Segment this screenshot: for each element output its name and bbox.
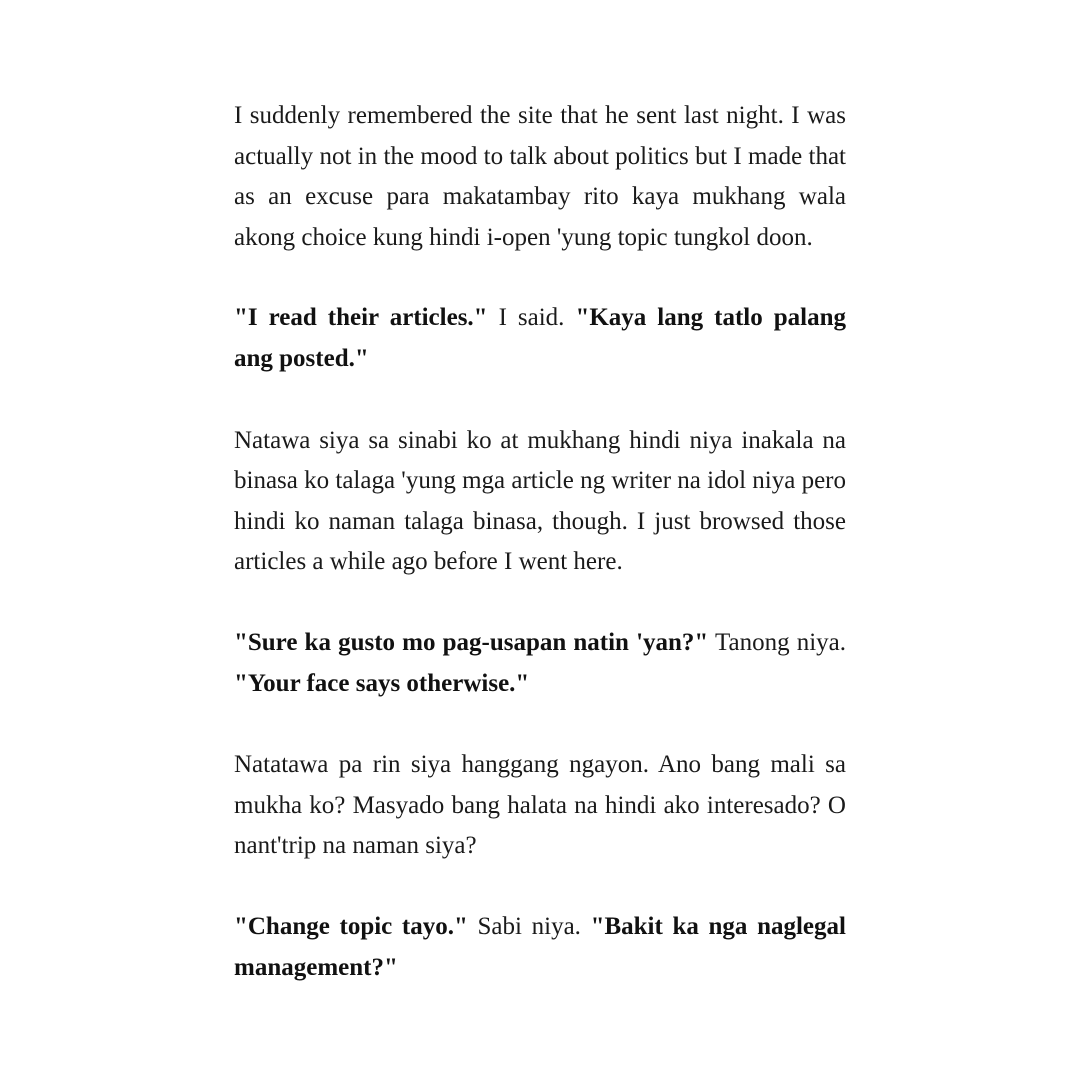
narration-paragraph (234, 421, 846, 583)
paragraph-text: Natatawa pa rin siya hanggang ngayon. Ano bang mali sa mukha ko? Masyado bang halata na hindi ako interesado? O nant'trip na naman siya? (234, 751, 846, 860)
dialogue-quote: "Sure ka gusto mo pag-usapan natin 'yan?" (234, 628, 709, 656)
narration-paragraph (234, 745, 846, 867)
dialogue-tag: Tanong niya. (708, 628, 846, 656)
dialogue-tag: Sabi niya. (467, 912, 591, 940)
dialogue-quote: "Change topic tayo." (234, 912, 468, 940)
dialogue-paragraph (234, 298, 846, 379)
dialogue-paragraph (234, 907, 846, 988)
paragraph-text: I suddenly remembered the site that he sent last night. I was actually not in the mood to talk about politics but I made that as an excuse para makatambay rito kaya mukhang wala akong choice kung hindi i-open 'yung topic tungkol doon. (234, 102, 846, 251)
dialogue-quote: "I read their articles." (234, 304, 488, 332)
dialogue-quote: "Kaya lang tatlo palang ang posted." (234, 304, 846, 372)
paragraph-text: Natawa siya sa sinabi ko at mukhang hindi niya inakala na binasa ko talaga 'yung mga article ng writer na idol niya pero hindi ko naman talaga binasa, though. I just browsed those articles a while ago before I went here. (234, 426, 846, 576)
dialogue-tag: I said. (487, 304, 576, 332)
dialogue-paragraph (234, 623, 846, 704)
narration-paragraph (234, 96, 846, 258)
dialogue-quote: "Your face says otherwise." (234, 669, 530, 697)
dialogue-quote: "Bakit ka nga naglegal management?" (234, 912, 846, 981)
story-text (234, 96, 846, 988)
